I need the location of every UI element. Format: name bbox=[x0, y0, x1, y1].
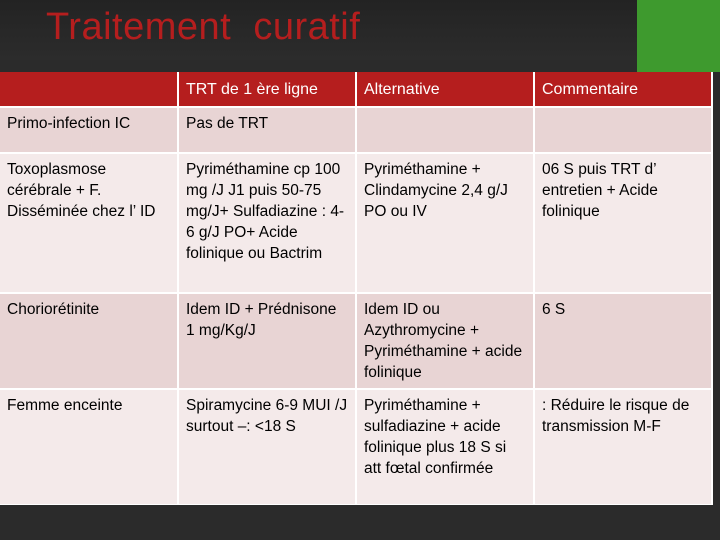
table-cell: 06 S puis TRT d’ entretien + Acide folinique bbox=[534, 153, 712, 293]
table-cell: Spiramycine 6-9 MUI /J surtout –: <18 S bbox=[178, 389, 356, 505]
table-cell bbox=[534, 107, 712, 153]
table-cell: Idem ID ou Azythromycine + Pyriméthamine + acide folinique bbox=[356, 293, 534, 389]
table-cell: Pyriméthamine + sulfadiazine + acide folinique plus 18 S si att fœtal confirmée bbox=[356, 389, 534, 505]
table-cell: Pyriméthamine cp 100 mg /J J1 puis 50-75 mg/J+ Sulfadiazine : 4-6 g/J PO+ Acide folinique ou Bactrim bbox=[178, 153, 356, 293]
table-cell: Femme enceinte bbox=[0, 389, 178, 505]
header-cell-empty bbox=[0, 72, 178, 107]
table-header-row bbox=[0, 72, 712, 107]
table-cell bbox=[356, 107, 534, 153]
table-cell: : Réduire le risque de transmission M-F bbox=[534, 389, 712, 505]
table-cell: 6 S bbox=[534, 293, 712, 389]
header-cell-comment: Commentaire bbox=[534, 72, 712, 107]
slide-footer-band bbox=[0, 505, 720, 540]
accent-block bbox=[637, 0, 720, 72]
table-cell: Primo-infection IC bbox=[0, 107, 178, 153]
table-row bbox=[0, 389, 712, 505]
table-cell: Pyriméthamine + Clindamycine 2,4 g/J PO ou IV bbox=[356, 153, 534, 293]
table-cell: Toxoplasmose cérébrale + F. Disséminée chez l’ ID bbox=[0, 153, 178, 293]
header-cell-first-line: TRT de 1 ère ligne bbox=[178, 72, 356, 107]
table-cell: Choriorétinite bbox=[0, 293, 178, 389]
table-row bbox=[0, 293, 712, 389]
table-row bbox=[0, 153, 712, 293]
table-cell: Pas de TRT bbox=[178, 107, 356, 153]
slide-title: Traitement curatif bbox=[46, 6, 361, 48]
table-row bbox=[0, 107, 712, 153]
treatment-table bbox=[0, 72, 713, 506]
header-cell-alternative: Alternative bbox=[356, 72, 534, 107]
table-cell: Idem ID + Prédnisone 1 mg/Kg/J bbox=[178, 293, 356, 389]
